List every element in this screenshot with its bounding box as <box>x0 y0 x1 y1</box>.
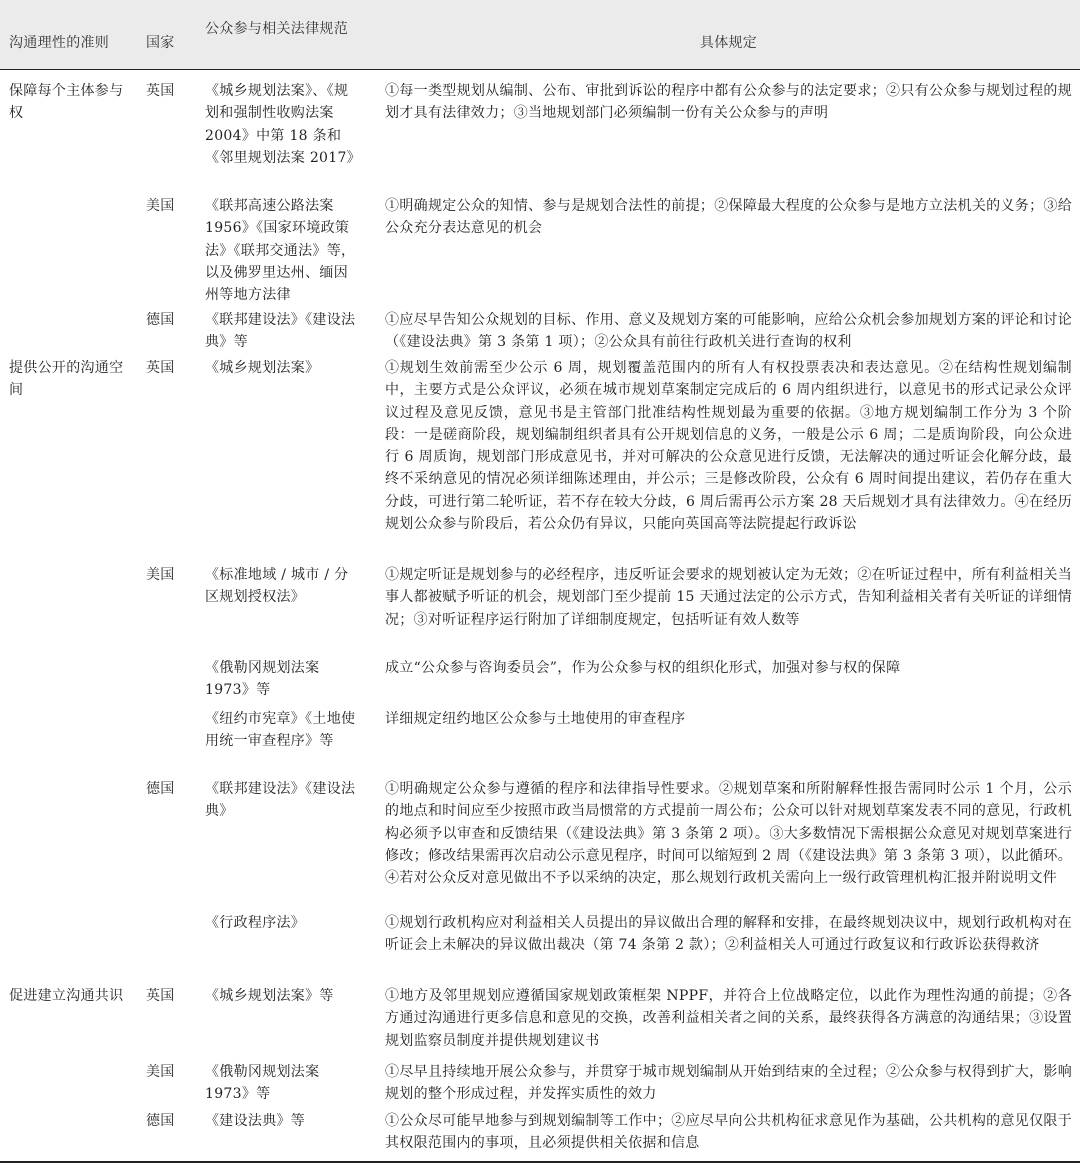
country-cell: 德国 <box>146 312 175 328</box>
table-header <box>0 0 1080 69</box>
provision-cell: ①规定听证是规划参与的必经程序，违反听证会要求的规划被认定为无效；②在听证过程中，所有利益相关当事人都被赋予听证的机会，规划部门至少提前 15 天通过法定的公示方式，告知利益相关者有关听证的详细情况；③对听证程序运行附加了详细制度规定，包括听证有效人数等 <box>385 567 1072 628</box>
header-bottom-rule <box>0 69 1080 70</box>
provision-cell: 详细规定纽约地区公众参与土地使用的审查程序 <box>385 711 686 727</box>
country-cell: 美国 <box>146 198 175 214</box>
country-cell: 德国 <box>146 1113 175 1129</box>
law-cell: 《标准地域 / 城市 / 分区规划授权法》 <box>205 567 349 606</box>
country-cell: 美国 <box>146 567 175 583</box>
provision-cell: 成立“公众参与咨询委员会”，作为公众参与权的组织化形式，加强对参与权的保障 <box>385 660 901 676</box>
country-cell: 美国 <box>146 1064 175 1080</box>
header-law: 公众参与相关法律规范 <box>205 21 348 37</box>
provision-cell: ①规划生效前需至少公示 6 周，规划覆盖范围内的所有人有权投票表决和表达意见。②在结构性规划编制中，主要方式是公众评议，必须在城市规划草案制定完成后的 6 周内组织进行，以意见书的形式记录公众评议过程及意见反馈，意见书是主管部门批准结构性规划最为重要的依据。③地方规划编制工作分为 3 个阶段：一是磋商阶段，规划编制组织者具有公开规划信息的义务，一般是公示 6 周；二是质询阶段，向公众进行 6 周质询，规划部门形成意见书，并对可解决的公众意见进行反馈，无法解决的通过听证会化解分歧，最终不采纳意见的情况必须详细陈述理由，并公示；三是修改阶段，公众有 6 周时间提出建议，若仍存在重大分歧，可进行第二轮听证，若不存在较大分歧，6 周后需再公示方案 28 天后规划才具有法律效力。④在经历规划公众参与阶段后，若公众仍有异议，只能向英国高等法院提起行政诉讼 <box>385 360 1072 533</box>
principle-cell: 促进建立沟通共识 <box>9 988 124 1004</box>
law-cell: 《行政程序法》 <box>205 915 306 931</box>
header-country: 国家 <box>146 35 175 51</box>
law-cell: 《俄勒冈规划法案 1973》等 <box>205 660 320 699</box>
country-cell: 英国 <box>146 988 175 1004</box>
country-cell: 英国 <box>146 83 175 99</box>
law-cell: 《城乡规划法案》、《规划和强制性收购法案 2004》中第 18 条和《邻里规划法案 2017》 <box>205 83 361 166</box>
law-cell: 《联邦高速公路法案 1956》《国家环境政策法》《联邦交通法》等，以及佛罗里达州、缅因州等地方法律 <box>205 198 356 304</box>
provision-cell: ①地方及邻里规划应遵循国家规划政策框架 NPPF，并符合上位战略定位，以此作为理性沟通的前提；②各方通过沟通进行更多信息和意见的交换，改善利益相关者之间的关系，最终获得各方满意的沟通结果；③设置规划监察员制度并提供规划建议书 <box>385 988 1072 1049</box>
provision-cell: ①应尽早告知公众规划的目标、作用、意义及规划方案的可能影响，应给公众机会参加规划方案的评论和讨论（《建设法典》第 3 条第 1 项）；②公众具有前往行政机关进行查询的权利 <box>385 312 1072 351</box>
law-cell: 《联邦建设法》《建设法典》 <box>205 781 356 820</box>
country-cell: 德国 <box>146 781 175 797</box>
provision-cell: ①规划行政机构应对利益相关人员提出的异议做出合理的解释和安排，在最终规划决议中，规划行政机构对在听证会上未解决的异议做出裁决（第 74 条第 2 款）；②利益相关人可通过行政复议和行政诉讼获得救济 <box>385 915 1072 954</box>
header-principle: 沟通理性的准则 <box>9 35 110 51</box>
table-bottom-rule <box>0 1161 1080 1163</box>
principle-cell: 保障每个主体参与权 <box>9 83 124 122</box>
header-provision: 具体规定 <box>699 35 758 51</box>
provision-cell: ①尽早且持续地开展公众参与，并贯穿于城市规划编制从开始到结束的全过程；②公众参与权得到扩大，影响规划的整个形成过程，并发挥实质性的效力 <box>385 1064 1072 1103</box>
law-cell: 《联邦建设法》《建设法典》等 <box>205 312 356 351</box>
law-cell: 《俄勒冈规划法案 1973》等 <box>205 1064 320 1103</box>
law-cell: 《城乡规划法案》 <box>205 360 320 376</box>
principle-cell: 提供公开的沟通空间 <box>9 360 124 399</box>
law-cell: 《纽约市宪章》《土地使用统一审查程序》等 <box>205 711 356 750</box>
law-cell: 《城乡规划法案》等 <box>205 988 334 1004</box>
provision-cell: ①公众尽可能早地参与到规划编制等工作中；②应尽早向公共机构征求意见作为基础，公共机构的意见仅限于其权限范围内的事项，且必须提供相关依据和信息 <box>385 1113 1072 1152</box>
country-cell: 英国 <box>146 360 175 376</box>
provision-cell: ①明确规定公众参与遵循的程序和法律指导性要求。②规划草案和所附解释性报告需同时公示 1 个月，公示的地点和时间应至少按照市政当局惯常的方式提前一周公布；公众可以针对规划草案发表不同的意见，行政机构必须予以审查和反馈结果（《建设法典》第 3 条第 2 项）。③大多数情况下需根据公众意见对规划草案进行修改；修改结果需再次启动公示意见程序，时间可以缩短到 2 周（《建设法典》第 3 条第 3 项），以此循环。④若对公众反对意见做出不予以采纳的决定，那么规划行政机关需向上一级行政管理机构汇报并附说明文件 <box>385 781 1072 887</box>
provision-cell: ①每一类型规划从编制、公布、审批到诉讼的程序中都有公众参与的法定要求；②只有公众参与规划过程的规划才具有法律效力；③当地规划部门必须编制一份有关公众参与的声明 <box>385 83 1072 122</box>
provision-cell: ①明确规定公众的知情、参与是规划合法性的前提；②保障最大程度的公众参与是地方立法机关的义务；③给公众充分表达意见的机会 <box>385 198 1072 237</box>
law-cell: 《建设法典》等 <box>205 1113 306 1129</box>
